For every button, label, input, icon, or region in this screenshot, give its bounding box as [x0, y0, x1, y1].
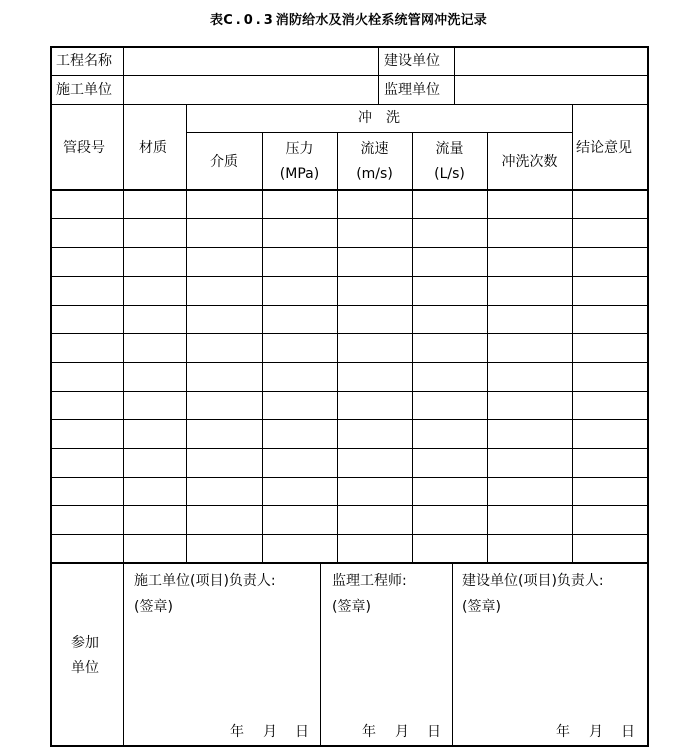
row-line	[50, 448, 649, 449]
divider-line	[320, 562, 321, 747]
col-pipe-section: 管段号	[63, 140, 105, 156]
row-line	[50, 247, 649, 248]
col-flow-unit: (L/s)	[434, 166, 465, 182]
row-line	[50, 362, 649, 363]
engineer-label: 监理工程师:	[332, 573, 407, 589]
row-line	[50, 505, 649, 506]
builder-seal-label: (签章)	[134, 599, 173, 615]
divider-line	[123, 562, 124, 747]
divider-line	[50, 189, 649, 191]
col-pressure: 压力	[285, 141, 314, 157]
divider-line	[378, 46, 379, 104]
supervisor-unit-label: 监理单位	[384, 82, 440, 98]
divider-line	[50, 104, 649, 105]
owner-head-label: 建设单位(项目)负责人:	[462, 573, 604, 589]
col-group-flush: 冲 洗	[358, 110, 400, 126]
divider-line	[262, 132, 263, 562]
row-line	[50, 477, 649, 478]
row-line	[50, 419, 649, 420]
date-month: 月	[263, 724, 277, 740]
row-line	[50, 218, 649, 219]
participants-label-line1: 参加	[71, 635, 99, 651]
page-title: 表C.0.3消防给水及消火栓系统管网冲洗记录	[210, 13, 487, 28]
divider-line	[412, 132, 413, 562]
date-month: 月	[589, 724, 603, 740]
col-flow: 流量	[435, 141, 464, 157]
date-year: 年	[362, 724, 376, 740]
divider-line	[454, 46, 455, 104]
col-velocity: 流速	[360, 141, 389, 157]
owner-seal-label: (签章)	[462, 599, 501, 615]
date-day: 日	[295, 724, 309, 740]
divider-line	[337, 132, 338, 562]
row-line	[50, 534, 649, 535]
engineer-seal-label: (签章)	[332, 599, 371, 615]
col-material: 材质	[139, 140, 167, 156]
builder-head-label: 施工单位(项目)负责人:	[134, 573, 276, 589]
divider-line	[452, 562, 453, 747]
col-conclusion: 结论意见	[576, 140, 632, 156]
participants-label-line2: 单位	[71, 660, 99, 676]
col-medium: 介质	[210, 154, 238, 170]
row-line	[50, 305, 649, 306]
row-line	[50, 276, 649, 277]
divider-line	[50, 75, 649, 76]
divider-line	[186, 132, 572, 133]
divider-line	[123, 46, 124, 104]
date-day: 日	[427, 724, 441, 740]
col-flush-count: 冲洗次数	[501, 154, 558, 170]
row-line	[50, 391, 649, 392]
date-month: 月	[395, 724, 409, 740]
col-pressure-unit: (MPa)	[279, 166, 320, 182]
date-year: 年	[556, 724, 570, 740]
builder-unit-label: 施工单位	[56, 82, 112, 98]
col-velocity-unit: (m/s)	[356, 166, 393, 182]
date-day: 日	[621, 724, 635, 740]
construction-unit-label: 建设单位	[384, 53, 440, 69]
divider-line	[487, 132, 488, 562]
date-year: 年	[230, 724, 244, 740]
row-line	[50, 333, 649, 334]
row-line	[50, 562, 649, 564]
project-name-label: 工程名称	[56, 53, 112, 69]
